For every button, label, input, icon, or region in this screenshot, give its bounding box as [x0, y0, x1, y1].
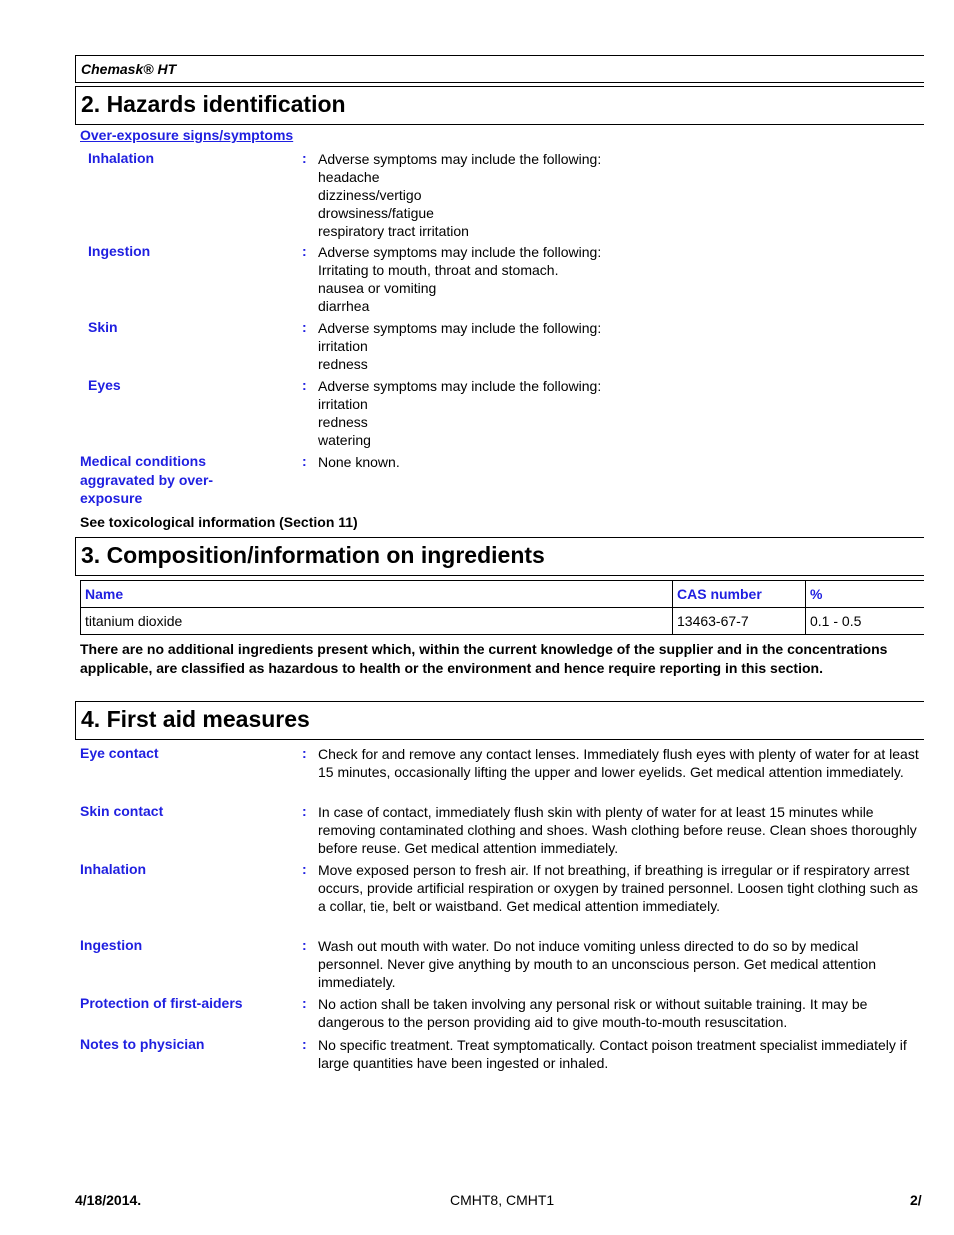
ingredient-cas: 13463-67-7: [673, 608, 806, 635]
column-header-name: Name: [81, 581, 673, 608]
colon: :: [302, 453, 307, 469]
s2-skin-value: Adverse symptoms may include the following: irritation redness: [318, 320, 602, 372]
inhalation-label: Inhalation: [80, 861, 147, 877]
footer-codes: CMHT8, CMHT1: [450, 1192, 555, 1208]
section-2-title: 2. Hazards identification: [81, 91, 346, 117]
skin-contact-label: Skin contact: [80, 803, 164, 819]
s2-inhalation-label: Inhalation: [88, 150, 155, 166]
section-4-header: [75, 701, 924, 740]
notes-to-physician-label: Notes to physician: [80, 1036, 205, 1052]
skin-contact-text: In case of contact, immediately flush skin with plenty of water for at least 15 minutes while removing contaminated clothing and shoes. Wash clothing before reuse. Clean shoes thoroughly before reuse. Get medical attention immediately.: [318, 804, 917, 856]
ingestion-label: Ingestion: [80, 937, 143, 953]
see-toxicological-note: See toxicological information (Section 11): [80, 514, 358, 530]
column-header-cas: CAS number: [673, 581, 806, 608]
product-name: Chemask® HT: [81, 61, 177, 77]
ingredient-name: titanium dioxide: [81, 608, 673, 635]
section-3-title: 3. Composition/information on ingredients: [81, 542, 545, 568]
protection-first-aiders-text: No action shall be taken involving any personal risk or without suitable training. It may be dangerous to the person providing aid to give mouth-to-mouth resuscitation.: [318, 996, 868, 1030]
colon: :: [302, 861, 307, 877]
ingestion-text: Wash out mouth with water. Do not induce vomiting unless directed to do so by medical personnel. Never give anything by mouth to an unconscious person. Get medical attention immediately.: [318, 938, 876, 990]
medical-conditions-label: Medical conditions aggravated by over- exposure: [80, 453, 214, 506]
column-header-percent: %: [806, 581, 925, 608]
ingredients-table: [80, 580, 924, 635]
over-exposure-subheading: Over-exposure signs/symptoms: [80, 127, 294, 143]
section-3-header: [75, 537, 924, 576]
s2-eyes-label: Eyes: [88, 377, 121, 393]
eye-contact-text: Check for and remove any contact lenses. Immediately flush eyes with plenty of water for at least 15 minutes, occasionally lifting the upper and lower eyelids. Get medical attention immediately.: [318, 746, 919, 780]
protection-first-aiders-label: Protection of first-aiders: [80, 995, 243, 1011]
document-header: [75, 55, 924, 83]
notes-to-physician-text: No specific treatment. Treat symptomatically. Contact poison treatment specialist immediately if large quantities have been ingested or inhaled.: [318, 1037, 907, 1071]
s2-ingestion-label: Ingestion: [88, 243, 151, 259]
colon: :: [302, 995, 307, 1011]
section-2-header: [75, 86, 924, 125]
composition-note: There are no additional ingredients present which, within the current knowledge of the supplier and in the concentrations applicable, are classified as hazardous to health or the environment and hence require reporting in this section.: [80, 641, 888, 676]
colon: :: [302, 377, 307, 393]
colon: :: [302, 803, 307, 819]
s2-skin-label: Skin: [88, 319, 118, 335]
table-row: [81, 608, 925, 635]
footer-page-number: 2/: [910, 1192, 922, 1208]
footer-date: 4/18/2014.: [75, 1192, 142, 1208]
s2-inhalation-value: Adverse symptoms may include the following: headache dizziness/vertigo drowsiness/fatigue respiratory tract irritation: [318, 151, 602, 239]
colon: :: [302, 1036, 307, 1052]
ingredient-percent: 0.1 - 0.5: [806, 608, 925, 635]
section-4-title: 4. First aid measures: [81, 706, 310, 732]
medical-conditions-value: None known.: [318, 454, 400, 470]
colon: :: [302, 150, 307, 166]
inhalation-text: Move exposed person to fresh air. If not breathing, if breathing is irregular or if respiratory arrest occurs, provide artificial respiration or oxygen by trained personnel. Loosen tight clothing such as a collar, tie, belt or waistband. Get medical attention immediately.: [318, 862, 918, 914]
colon: :: [302, 243, 307, 259]
s2-eyes-value: Adverse symptoms may include the following: irritation redness watering: [318, 378, 602, 448]
eye-contact-label: Eye contact: [80, 745, 159, 761]
s2-ingestion-value: Adverse symptoms may include the following: Irritating to mouth, throat and stomach. nausea or vomiting diarrhea: [318, 244, 602, 314]
colon: :: [302, 319, 307, 335]
table-header-row: [81, 581, 925, 608]
colon: :: [302, 937, 307, 953]
colon: :: [302, 745, 307, 761]
